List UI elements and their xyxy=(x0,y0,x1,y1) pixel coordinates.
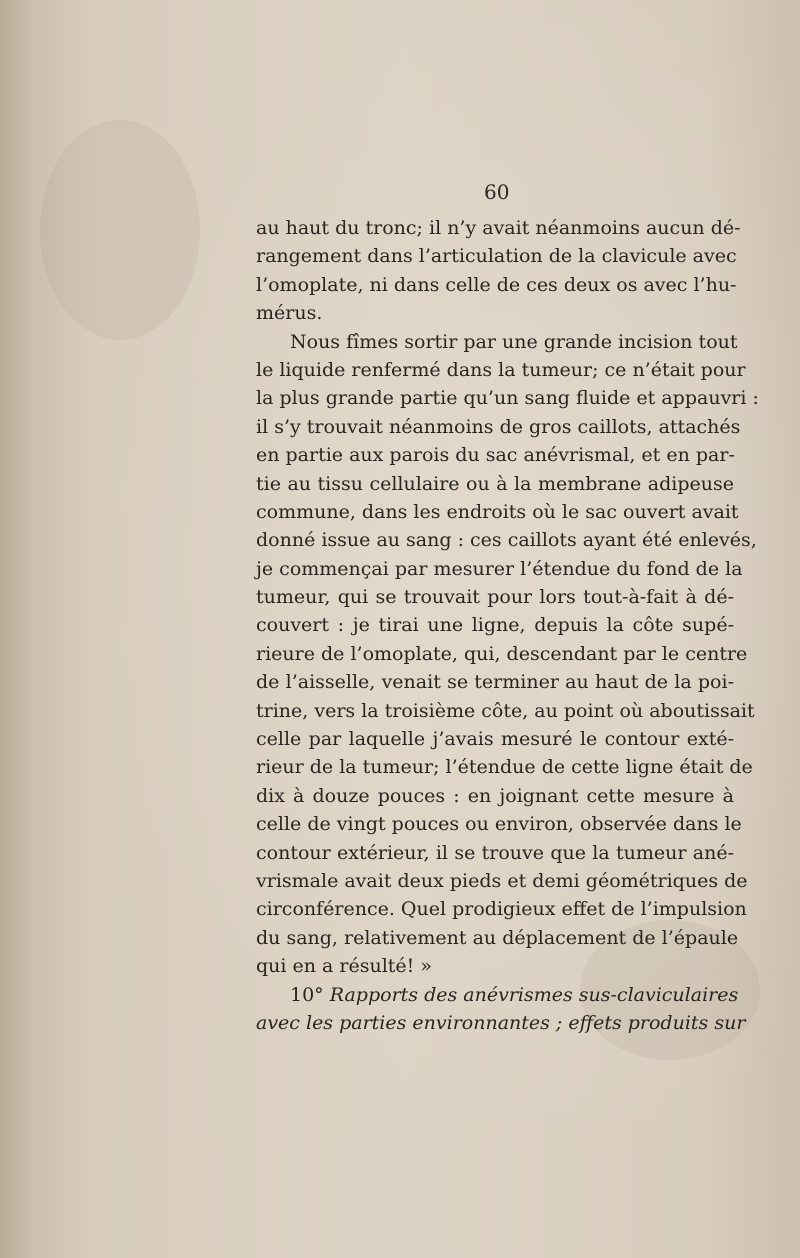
text-line: en partie aux parois du sac anévrismal, et en par- xyxy=(256,444,735,467)
page-number: 60 xyxy=(484,180,510,204)
text-line: vrismale avait deux pieds et demi géométriques de xyxy=(256,869,748,892)
text-line: celle de vingt pouces ou environ, observée dans le xyxy=(256,813,742,836)
text-line: Nous fîmes sortir par une grande incision tout xyxy=(290,330,738,353)
text-line: rangement dans l’articulation de la clavicule avec xyxy=(256,245,737,268)
text-line: au haut du tronc; il n’y avait néanmoins aucun dé- xyxy=(256,217,741,239)
text-line: circonférence. Quel prodigieux effet de l’impulsion xyxy=(256,898,747,921)
text-line: celle par laquelle j’avais mesuré le contour exté- xyxy=(256,728,734,751)
text-line: rieure de l’omoplate, qui, descendant par le centre xyxy=(256,642,748,665)
section-heading-line-1 xyxy=(256,981,739,1009)
text-line: dix à douze pouces : en joignant cette mesure à xyxy=(256,784,734,807)
text-line: donné issue au sang : ces caillots ayant été enlevés, xyxy=(256,529,757,552)
text-line: mérus. xyxy=(256,302,323,325)
text-line: il s’y trouvait néanmoins de gros caillots, attachés xyxy=(256,415,741,438)
text-line: couvert : je tirai une ligne, depuis la côte supé- xyxy=(256,614,734,637)
section-number: 10° xyxy=(290,983,324,1006)
text-line: le liquide renfermé dans la tumeur; ce n’était pour xyxy=(256,358,746,381)
text-line: commune, dans les endroits où le sac ouvert avait xyxy=(256,500,739,523)
paper-stain xyxy=(40,120,200,340)
text-line: de l’aisselle, venait se terminer au haut de la poi- xyxy=(256,671,734,694)
section-heading-line-2: avec les parties environnantes ; effets produits sur xyxy=(256,1011,746,1034)
text-line: du sang, relativement au déplacement de l’épaule xyxy=(256,926,739,949)
body-text xyxy=(256,214,759,1037)
text-line: contour extérieur, il se trouve que la tumeur ané- xyxy=(256,841,734,864)
text-line: trine, vers la troisième côte, au point où aboutissait xyxy=(256,699,755,722)
text-line: tie au tissu cellulaire ou à la membrane adipeuse xyxy=(256,472,734,495)
text-line: l’omoplate, ni dans celle de ces deux os avec l’hu- xyxy=(256,273,737,296)
text-line: tumeur, qui se trouvait pour lors tout-à-fait à dé- xyxy=(256,586,734,609)
text-line: rieur de la tumeur; l’étendue de cette ligne était de xyxy=(256,756,753,779)
text-line: qui en a résulté! » xyxy=(256,955,432,978)
text-line: je commençai par mesurer l’étendue du fond de la xyxy=(256,557,743,580)
section-heading-text: Rapports des anévrismes sus-claviculaires xyxy=(329,983,739,1006)
text-line: la plus grande partie qu’un sang fluide et appauvri : xyxy=(256,387,759,410)
